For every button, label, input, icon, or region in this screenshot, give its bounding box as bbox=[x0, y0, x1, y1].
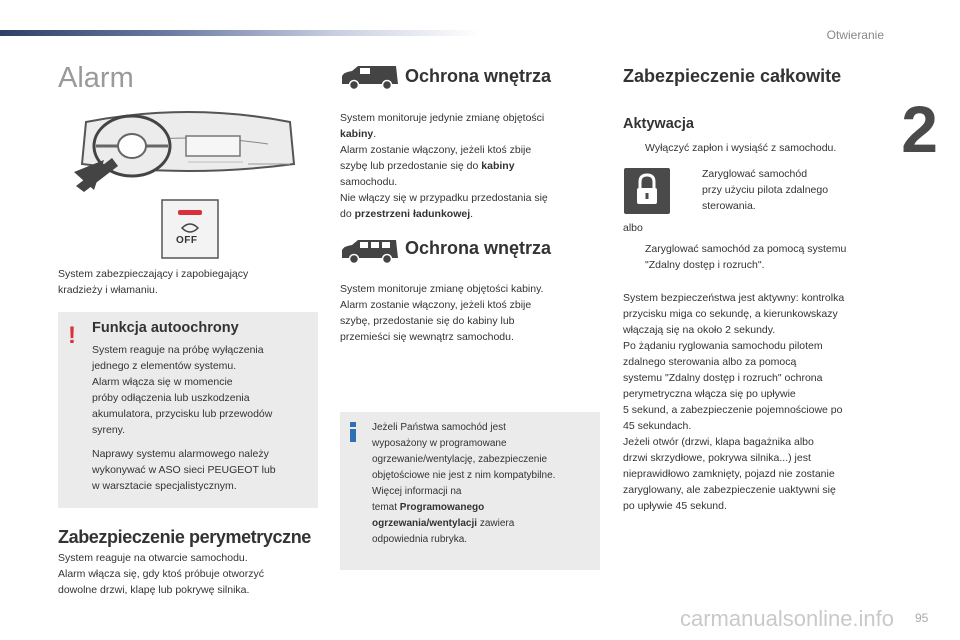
activation-description: System bezpieczeństwa jest aktywny: kontrolka przycisku miga co sekundę, a kierunkowskazy włączają się na około 2 sekundy. Po żądaniu ryglowania samochodu pilotem zdalnego sterowania albo za pomocą systemu "Zdalny dostęp i rozruch" ochrona perymetryczna włącza się po upływie 5 sekund, a zabezpieczenie pojemnościowe po 45 sekundach. Jeżeli otwór (drzwi, klapa bagażnika albo drzwi skrzydłowe, pokrywa silnika...) jest nieprawidłowo zamknięty, pojazd nie zostanie zaryglowany, ale zabezpieczenie uaktywni się po upływie 45 sekund. bbox=[623, 292, 845, 512]
section-label: Otwieranie bbox=[826, 28, 884, 42]
interior-protection-title-2: Ochrona wnętrza bbox=[405, 238, 552, 258]
step-3: Zaryglować samochód za pomocą systemu "Zdalny dostęp i rozruch". bbox=[623, 241, 913, 273]
or-text: albo bbox=[623, 222, 643, 234]
alarm-caption: System zabezpieczający i zapobiegający kradzieży i włamaniu. bbox=[58, 268, 249, 296]
interior-protection-text-1: System monitoruje jedynie zmianę objętości kabiny. Alarm zostanie włączony, jeżeli ktoś zbije szybę lub przedostanie się do kabiny samochodu. Nie włączy się w przypadku przedostania się do przestrzeni ładunkowej. bbox=[340, 112, 548, 220]
warning-text: System reaguje na próbę wyłączenia jednego z elementów systemu. Alarm włącza się w momencie próby odłączenia lub uszkodzenia akumulatora, przycisku lub przewodów syreny. Naprawy systemu alarmowego należy wykonywać w ASO sieci PEUGEOT lub w warsztacie specjalistycznym. bbox=[92, 344, 276, 492]
van-windows-icon bbox=[340, 238, 400, 264]
full-protection-title: Zabezpieczenie całkowite bbox=[623, 66, 842, 86]
info-icon bbox=[350, 422, 356, 442]
warning-box bbox=[58, 312, 318, 508]
step-1: Wyłączyć zapłon i wysiąść z samochodu. bbox=[623, 140, 903, 156]
page-title: Alarm bbox=[58, 62, 134, 94]
watermark: carmanualsonline.info bbox=[680, 606, 895, 631]
interior-protection-text-2: System monitoruje zmianę objętości kabiny. Alarm zostanie włączony, jeżeli ktoś zbije szybę, przedostanie się do kabiny lub przemieści się wewnątrz samochodu. bbox=[340, 283, 544, 343]
checkbox-marker bbox=[680, 166, 702, 214]
info-text: Jeżeli Państwa samochód jest wyposażony w programowane ogrzewanie/wentylację, zabezpieczenie objętościowe nie jest z nim kompatybilne. Więcej informacji na temat Programowanego ogrzewania/wentylacji zawiera odpowiednia rubryka. bbox=[372, 422, 556, 545]
interior-protection-title-1: Ochrona wnętrza bbox=[405, 66, 552, 86]
info-box bbox=[340, 412, 600, 570]
step-2: Zaryglować samochód przy użyciu pilota zdalnego sterowania. bbox=[680, 166, 880, 214]
header-bar bbox=[0, 30, 480, 36]
warning-icon: ! bbox=[68, 322, 76, 349]
off-button-label: OFF bbox=[176, 235, 198, 246]
cabin-van-icon bbox=[340, 64, 400, 90]
page-number: 95 bbox=[915, 611, 929, 625]
perimeter-text: System reaguje na otwarcie samochodu. Alarm włącza się, gdy ktoś próbuje otworzyć dowolne drzwi, klapę lub pokrywę silnika. bbox=[58, 552, 264, 596]
activation-subtitle: Aktywacja bbox=[623, 116, 694, 132]
warning-title: Funkcja autoochrony bbox=[92, 320, 239, 336]
chapter-number: 2 bbox=[901, 92, 938, 166]
perimeter-title: Zabezpieczenie perymetryczne bbox=[58, 527, 311, 547]
checkbox-marker bbox=[623, 241, 645, 273]
checkbox-marker bbox=[623, 140, 645, 156]
lock-button-icon bbox=[624, 168, 670, 214]
